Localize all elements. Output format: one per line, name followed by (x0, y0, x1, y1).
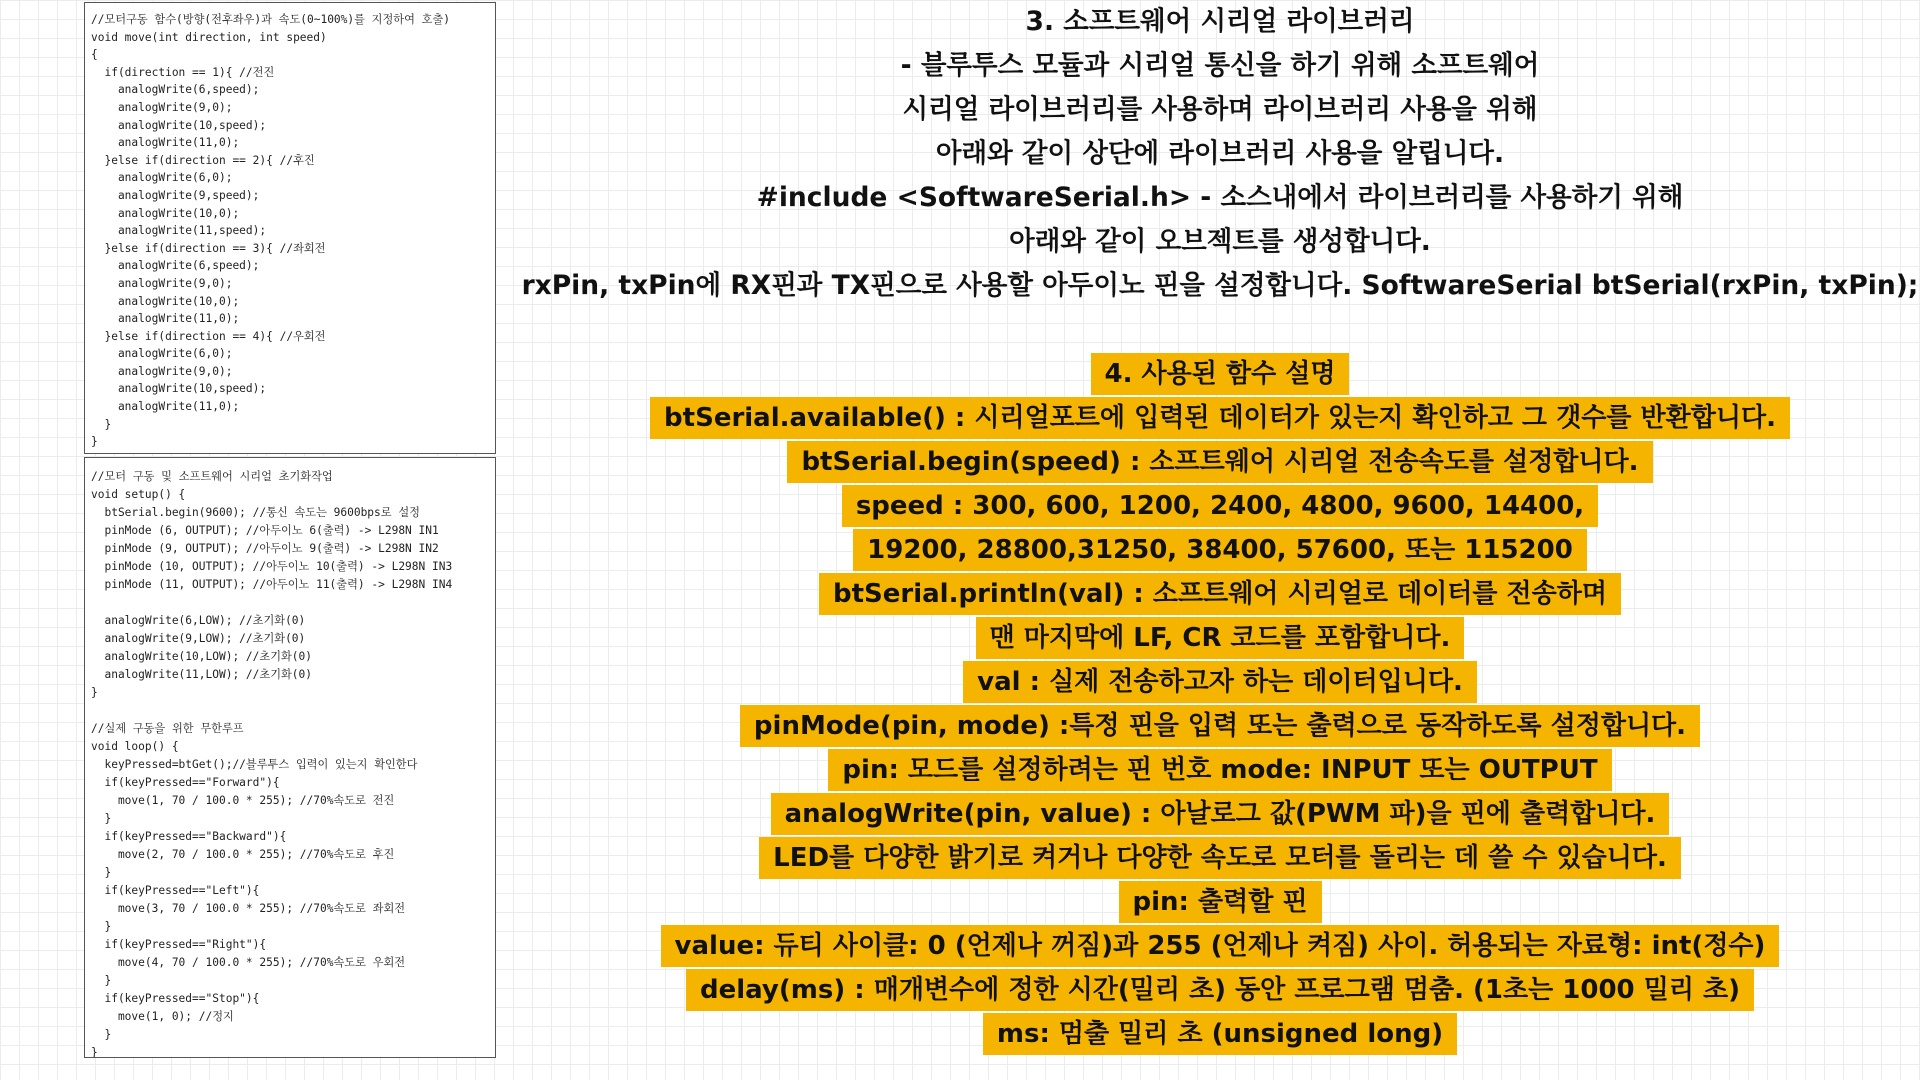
code-line: analogWrite(10,0); (91, 294, 240, 308)
code-line: analogWrite(11,0); (91, 400, 240, 414)
code-line: move(1, 70 / 100.0 * 255); //70%속도로 전진 (91, 794, 395, 807)
code-line: move(2, 70 / 100.0 * 255); //70%속도로 후진 (91, 848, 395, 861)
section-4-line: 맨 마지막에 LF, CR 코드를 포함합니다. (976, 617, 1465, 659)
section-4-line: 19200, 28800,31250, 38400, 57600, 또는 115200 (853, 529, 1587, 571)
code-line: } (91, 417, 112, 431)
code-line: analogWrite(11,LOW); //초기화(0) (91, 668, 313, 681)
code-line: analogWrite(9,LOW); //초기화(0) (91, 632, 306, 645)
section-4-line: ms: 멈출 밀리 초 (unsigned long) (983, 1013, 1457, 1055)
code-line: void move(int direction, int speed) (91, 30, 327, 44)
section-4-row (520, 880, 1920, 924)
code-line: void loop() { (91, 740, 179, 753)
section-3-line: - 블루투스 모듈과 시리얼 통신을 하기 위해 소프트웨어 (900, 50, 1540, 81)
code-line: move(4, 70 / 100.0 * 255); //70%속도로 우회전 (91, 956, 406, 969)
section-4-line: speed : 300, 600, 1200, 2400, 4800, 9600, 14400, (842, 485, 1598, 527)
code-line: if(direction == 1){ //전진 (91, 65, 275, 79)
code-line: analogWrite(11,speed); (91, 224, 267, 238)
section-3-line: rxPin, txPin에 RX핀과 TX핀으로 사용할 아두이노 핀을 설정합니다. SoftwareSerial btSerial(rxPin, txPin); (521, 270, 1919, 301)
code-line (91, 702, 489, 720)
section-3-line: 아래와 같이 상단에 라이브러리 사용을 알립니다. (935, 138, 1505, 169)
section-4-row (520, 484, 1920, 528)
code-line: }else if(direction == 3){ //좌회전 (91, 241, 326, 255)
section-4-line: analogWrite(pin, value) : 아날로그 값(PWM 파)을 핀에 출력합니다. (771, 793, 1670, 835)
section-4-line: value: 듀티 사이클: 0 (언제나 꺼짐)과 255 (언제나 켜짐) 사이. 허용되는 자료형: int(정수) (661, 925, 1780, 967)
section-4-line: LED를 다양한 밝기로 켜거나 다양한 속도로 모터를 돌리는 데 쓸 수 있습니다. (759, 837, 1681, 879)
section-4-heading: 4. 사용된 함수 설명 (1091, 353, 1350, 395)
section-4-line: pinMode(pin, mode) :특정 핀을 입력 또는 출력으로 동작하도록 설정합니다. (740, 705, 1700, 747)
code-line: if(keyPressed=="Backward"){ (91, 830, 287, 843)
code-line: if(keyPressed=="Forward"){ (91, 776, 280, 789)
section-4-line: btSerial.begin(speed) : 소프트웨어 시리얼 전송속도를 설정합니다. (787, 441, 1652, 483)
code-line: pinMode (11, OUTPUT); //아두이노 11(출력) -> L298N IN4 (91, 578, 453, 591)
code-line: analogWrite(10,LOW); //초기화(0) (91, 650, 313, 663)
section-4-row (520, 528, 1920, 572)
section-4-row (520, 660, 1920, 704)
section-3-line: #include <SoftwareSerial.h> - 소스내에서 라이브러리를 사용하기 위해 (756, 182, 1684, 213)
code-line: analogWrite(6,LOW); //초기화(0) (91, 614, 306, 627)
section-spacer (520, 308, 1920, 352)
section-4-row (520, 1012, 1920, 1056)
code-line: } (91, 1028, 112, 1041)
section-4-line: pin: 모드를 설정하려는 핀 번호 mode: INPUT 또는 OUTPUT (828, 749, 1611, 791)
code-line: analogWrite(6,0); (91, 171, 233, 185)
code-line: { (91, 48, 98, 62)
code-line: btSerial.begin(9600); //통신 속도는 9600bps로 설정 (91, 506, 420, 519)
code-line: analogWrite(6,0); (91, 347, 233, 361)
code-line: move(1, 0); //정지 (91, 1010, 234, 1023)
section-4-function-descriptions (520, 352, 1920, 1056)
code-line: //모터 구동 및 소프트웨어 시리얼 초기화작업 (91, 470, 333, 483)
section-4-line: pin: 출력할 핀 (1119, 881, 1322, 923)
section-4-row (520, 616, 1920, 660)
code-line: analogWrite(11,0); (91, 312, 240, 326)
code-line: } (91, 866, 112, 879)
code-line: //실제 구동을 위한 무한루프 (91, 722, 244, 735)
code-line: analogWrite(9,speed); (91, 188, 260, 202)
code-line: analogWrite(9,0); (91, 100, 233, 114)
section-4-row (520, 924, 1920, 968)
code-listing-setup-loop (85, 458, 495, 1058)
code-line: keyPressed=btGet();//블루투스 입력이 있는지 확인한다 (91, 758, 418, 771)
section-3-line: 아래와 같이 오브젝트를 생성합니다. (1009, 226, 1431, 257)
section-3-line: 시리얼 라이브러리를 사용하며 라이브러리 사용을 위해 (902, 94, 1538, 125)
code-line: pinMode (10, OUTPUT); //아두이노 10(출력) -> L298N IN3 (91, 560, 453, 573)
code-line: }else if(direction == 4){ //우회전 (91, 329, 326, 343)
code-line (91, 594, 489, 612)
section-4-row (520, 572, 1920, 616)
code-panel-move-function (84, 2, 496, 454)
code-line: }else if(direction == 2){ //후진 (91, 153, 315, 167)
code-line: void setup() { (91, 488, 186, 501)
explanation-area (520, 0, 1920, 1056)
code-line: analogWrite(11,0); (91, 136, 240, 150)
code-line: analogWrite(10,speed); (91, 382, 267, 396)
code-line: move(3, 70 / 100.0 * 255); //70%속도로 좌회전 (91, 902, 406, 915)
code-line: } (91, 1046, 98, 1058)
code-line: analogWrite(10,0); (91, 206, 240, 220)
code-line: if(keyPressed=="Stop"){ (91, 992, 260, 1005)
code-line: } (91, 812, 112, 825)
code-listing-move (85, 3, 495, 451)
code-line: if(keyPressed=="Right"){ (91, 938, 267, 951)
section-3-software-serial (520, 0, 1920, 308)
section-4-row (520, 704, 1920, 748)
section-4-line: btSerial.available() : 시리얼포트에 입력된 데이터가 있는지 확인하고 그 갯수를 반환합니다. (650, 397, 1790, 439)
code-line: } (91, 435, 98, 449)
section-3-heading: 3. 소프트웨어 시리얼 라이브러리 (1025, 6, 1415, 37)
section-4-row (520, 352, 1920, 396)
code-line: analogWrite(6,speed); (91, 259, 260, 273)
section-4-row (520, 836, 1920, 880)
section-4-row (520, 440, 1920, 484)
section-4-row (520, 748, 1920, 792)
section-4-row (520, 968, 1920, 1012)
code-line: } (91, 974, 112, 987)
section-4-row (520, 396, 1920, 440)
code-line: } (91, 686, 98, 699)
code-line: analogWrite(10,speed); (91, 118, 267, 132)
code-line: analogWrite(6,speed); (91, 83, 260, 97)
code-line: analogWrite(9,0); (91, 276, 233, 290)
section-4-line: delay(ms) : 매개변수에 정한 시간(밀리 초) 동안 프로그램 멈춤. (1초는 1000 밀리 초) (686, 969, 1754, 1011)
code-line: if(keyPressed=="Left"){ (91, 884, 260, 897)
section-4-row (520, 792, 1920, 836)
section-4-line: btSerial.println(val) : 소프트웨어 시리얼로 데이터를 전송하며 (819, 573, 1621, 615)
code-line: //모터구동 함수(방향(전후좌우)과 속도(0~100%)를 지정하여 호출) (91, 13, 450, 26)
code-panel-setup-loop (84, 457, 496, 1058)
code-line: analogWrite(9,0); (91, 364, 233, 378)
code-line: pinMode (6, OUTPUT); //아두이노 6(출력) -> L298N IN1 (91, 524, 439, 537)
code-line: } (91, 920, 112, 933)
section-4-line: val : 실제 전송하고자 하는 데이터입니다. (963, 661, 1477, 703)
code-line: pinMode (9, OUTPUT); //아두이노 9(출력) -> L298N IN2 (91, 542, 439, 555)
